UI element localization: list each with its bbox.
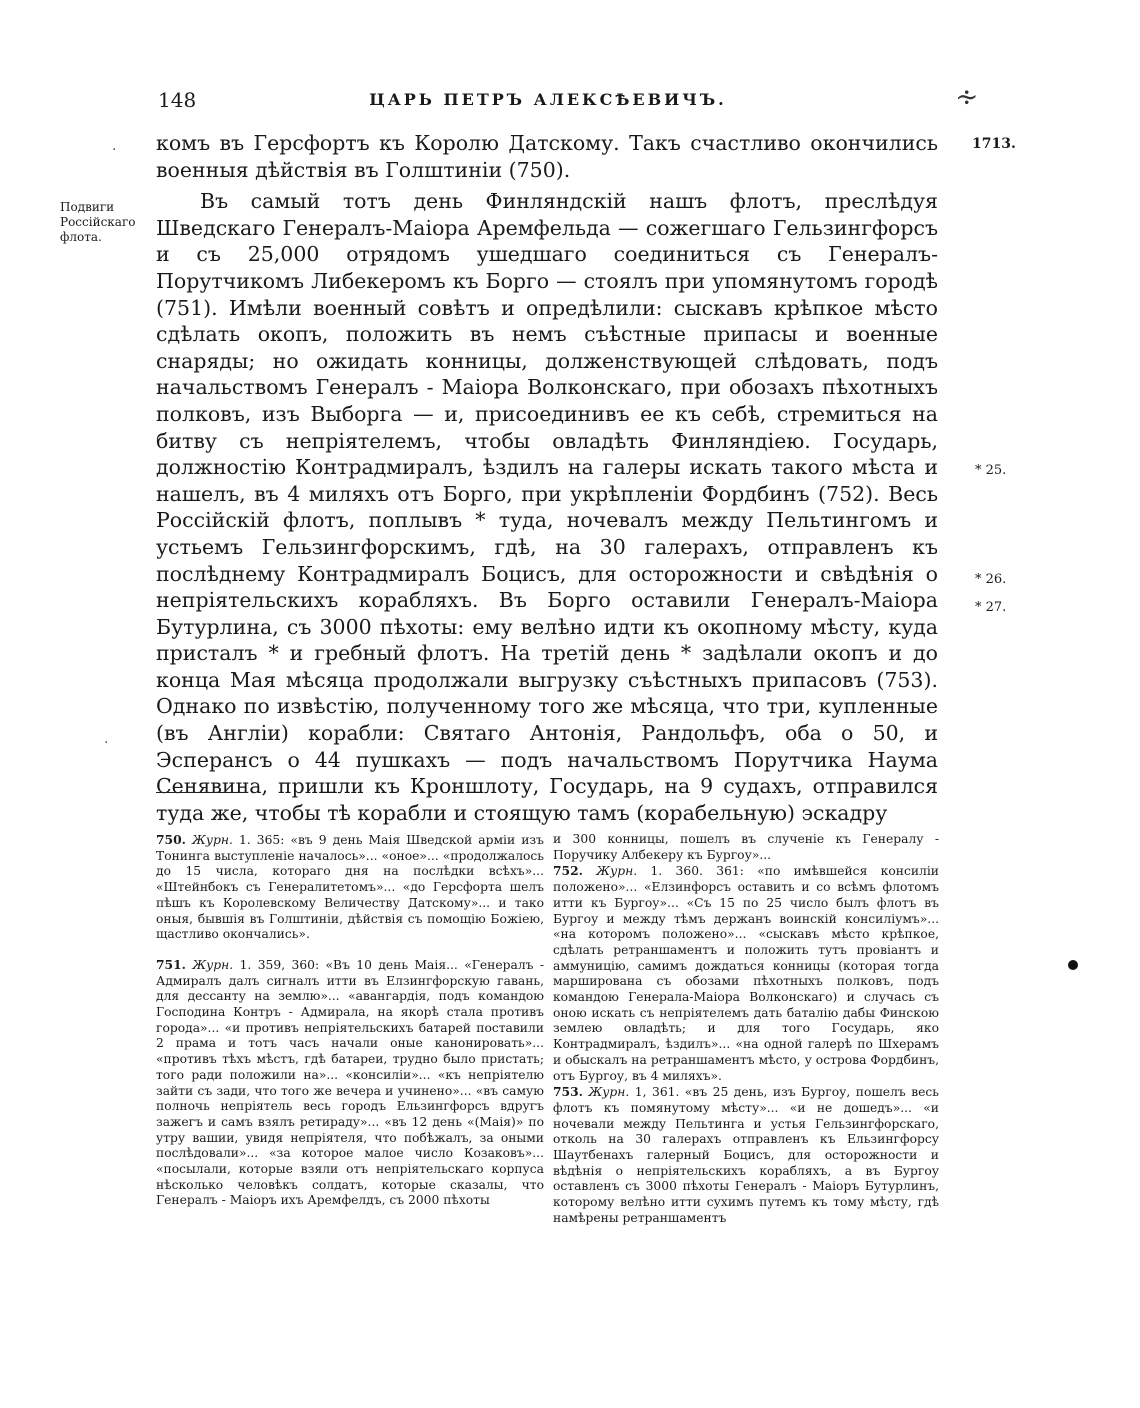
main-text	[156, 130, 938, 826]
footnote-750	[156, 832, 544, 943]
footnote-number: 751.	[156, 956, 186, 972]
footnote-text: 1. 359, 360: «Въ 10 день Маія... «Генералъ - Адмиралъ далъ сигналъ итти въ Елзингфорскую гавань, для дессанту на землю»... «авангардія, подъ командою Господина Контръ - Адмирала, на якорѣ стала противъ города»... «и противъ непріятельскихъ батарей поставили 2 прама и тотъ часъ начали оные канонировать»... «противъ тѣхъ мѣстъ, гдѣ батареи, трудно было пристать; того ради положили на»... «консиліи»... «къ непріятелю зайти съ зади, что того же вечера и учинено»... «въ самую полночь непріятель весь городъ Ельзингфорсъ вдругъ зажегъ и самъ взялъ ретираду»... «въ 12 день «(Маія)» по утру вашии, увидя непріятеля, что побѣжалъ, за оными послѣдовали»... «за которое малое число Козаковъ»... «посылали, которые взяли отъ непріятельскаго корпуса нѣсколько человѣкъ солдатъ, которые сказалы, что Генералъ - Маіоръ ихъ Аремфелдъ, съ 2000 пѣхоты	[156, 957, 544, 1208]
paragraph-continuation: комъ въ Герсфортъ къ Королю Датскому. Такъ счастливо окончились военныя дѣйствія въ Голштиніи (750).	[156, 131, 938, 182]
stray-mark: ·	[104, 735, 109, 751]
footnotes-right-column	[553, 832, 939, 1227]
handwritten-mark: ∻	[955, 80, 979, 113]
footnotes-left-column	[156, 832, 544, 1209]
footnote-source: Журн.	[596, 864, 638, 879]
footnote-751-continuation: и 300 конницы, пошелъ въ слученіе къ Генералу - Поручику Албекеру къ Бургоу»...	[553, 832, 939, 862]
margin-note-25: * 25.	[975, 463, 1007, 478]
footnote-source: Журн.	[192, 833, 233, 847]
footnote-753	[553, 1084, 939, 1226]
footnote-number: 752.	[553, 863, 583, 879]
footnote-source: Журн.	[192, 957, 234, 972]
side-heading: Подвиги Россійскаго флота.	[60, 200, 136, 244]
margin-year: 1713.	[972, 136, 1016, 152]
footnote-752	[553, 863, 939, 1084]
footnote-number: 753.	[553, 1084, 583, 1100]
ink-dot	[1068, 960, 1078, 970]
running-title: ЦАРЬ ПЕТРЪ АЛЕКСѢЕВИЧЪ.	[369, 90, 727, 109]
page-header	[158, 88, 938, 118]
margin-note-26: * 26.	[975, 572, 1007, 587]
footnote-separator	[156, 792, 248, 793]
footnote-text: 1. 360. 361: «по имѣвшейся консиліи положено»... «Елзинфорсъ оставить и со всѣмъ флотомъ итти къ Бургоу»... «Съ 15 по 25 число былъ флотъ въ Бургоу и между тѣмъ держанъ воинскій консиліумъ»... «на которомъ положено»... «сыскавъ мѣсто крѣпкое, сдѣлать ретраншаментъ и положить тутъ провіантъ и аммуницію, самимъ дождаться конницы (которая тогда марширована съ обозами пѣхотныхъ полковъ, подъ командою Генерала-Маіора Волконскаго) и случась съ оною искать съ непріятелемъ дать баталію дабы Финскою землею овладѣть; и для того Государь, яко Контрадмиралъ, ѣздилъ»... «на одной галерѣ по Шхерамъ и обыскалъ на ретраншаментъ мѣсто, у острова Фордбинъ, отъ Бургоу, въ 4 миляхъ».	[553, 864, 939, 1083]
footnote-text: 1, 361. «въ 25 день, изъ Бургоу, пошелъ весь флотъ къ помянутому мѣсту»... «и не дошедъ»... «и ночевали между Пельтинга и устья Гельзингфорскаго, отколь на 30 галерахъ отправленъ къ Ельзингфорсу Шаутбенахъ галерный Боцисъ, для осторожности и вѣдѣнія о непріятельскихъ корабляхъ, а въ Бургоу оставленъ съ 3000 пѣхоты Генералъ - Маіоръ Бутурлинъ, которому велѣно итти сухимъ путемъ къ тому мѣсту, гдѣ намѣрены ретраншаментъ	[553, 1085, 939, 1225]
page-number: 148	[158, 88, 197, 112]
footnote-text: 1. 365: «въ 9 день Маія Шведской арміи изъ Тонинга выступленіе началось»... «оное»... «продолжалось до 15 числа, котораго дня на послѣдки всѣхъ»... «Штейнбокъ съ Генералитетомъ»... «до Герсфорта шелъ пѣшъ къ Королевскому Величеству Датскому»... и тако оныя, бывшія въ Голштиніи, дѣйствія съ помощію Божіею, щастливо окончались».	[156, 833, 544, 942]
footnote-source: Журн.	[588, 1085, 630, 1100]
paragraph-fleet: Въ самый тотъ день Финляндскій нашъ флотъ, преслѣдуя Шведскаго Генералъ-Маіора Аремфельда — сожегшаго Гельзингфорсъ и съ 25,000 отрядомъ ушедшаго соединиться съ Генералъ-Порутчикомъ Либекеромъ къ Борго — стоялъ при упомянутомъ городѣ (751). Имѣли военный совѣтъ и опредѣлили: сыскавъ крѣпкое мѣсто сдѣлать окопъ, положить въ немъ съѣстные припасы и военные снаряды; но ожидать конницы, долженствующей слѣдовать, подъ начальствомъ Генералъ - Маіора Волконскаго, при обозахъ пѣхотныхъ полковъ, изъ Выборга — и, присоединивъ ее къ себѣ, стремиться на битву съ непріятелемъ, чтобы овладѣть Финляндіею. Государь, должностію Контрадмиралъ, ѣздилъ на галеры искать такого мѣста и нашелъ, въ 4 миляхъ отъ Борго, при укрѣпленіи Фордбинъ (752). Весь Россійскій флотъ, поплывъ * туда, ночевалъ между Пельтингомъ и устьемъ Гельзингфорскимъ, гдѣ, на 30 галерахъ, отправленъ къ послѣднему Контрадмиралъ Боцисъ, для осторожности и свѣдѣнія о непріятельскихъ корабляхъ. Въ Борго оставили Генералъ-Маіора Бутурлина, съ 3000 пѣхоты: ему велѣно идти къ окопному мѣсту, куда присталъ * и гребный флотъ. На третій день * задѣлали окопъ и до конца Мая мѣсяца продолжали выгрузку съѣстныхъ припасовъ (753). Однако по извѣстію, полученному того же мѣсяца, что три, купленные (въ Англіи) корабли: Святаго Антонія, Рандольфъ, оба о 50, и Эсперансъ о 44 пушкахъ — подъ начальствомъ Порутчика Наума Сенявина, пришли къ Кроншлоту, Государь, на 9 судахъ, отправился туда же, чтобы тѣ корабли и стоящую тамъ (корабельную) эскадру	[156, 189, 938, 825]
footnote-number: 750.	[156, 832, 186, 847]
footnote-751	[156, 957, 544, 1209]
stray-mark: ·	[112, 142, 117, 158]
margin-note-27: * 27.	[975, 600, 1007, 615]
